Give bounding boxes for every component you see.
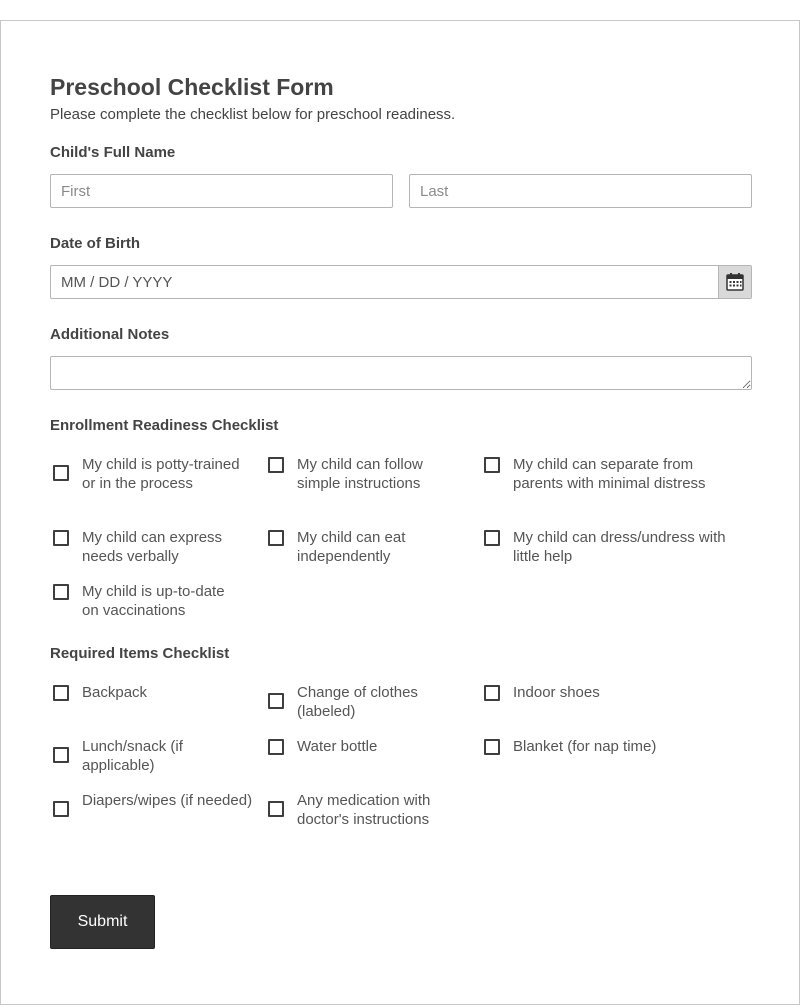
- option-label: Water bottle: [297, 738, 378, 755]
- option-label: Any medication with doctor's instructions: [297, 792, 431, 828]
- option-label: Indoor shoes: [513, 684, 600, 701]
- option-label: My child can dress/undress with little help: [513, 529, 726, 565]
- checkbox-icon[interactable]: [53, 584, 69, 600]
- checkbox-icon[interactable]: [268, 801, 284, 817]
- readiness-checklist-label: Enrollment Readiness Checklist: [50, 417, 279, 434]
- child-name-row: [50, 174, 752, 208]
- checkbox-icon[interactable]: [268, 530, 284, 546]
- checkbox-icon[interactable]: [53, 685, 69, 701]
- checkbox-icon[interactable]: [484, 685, 500, 701]
- date-of-birth-label: Date of Birth: [50, 235, 140, 252]
- option-label: My child can separate from parents with minimal distress: [513, 456, 706, 492]
- checkbox-icon[interactable]: [53, 747, 69, 763]
- checkbox-icon[interactable]: [53, 465, 69, 481]
- option-label: My child can eat independently: [297, 529, 406, 565]
- form-title: Preschool Checklist Form: [50, 74, 334, 100]
- form-body: [50, 73, 752, 828]
- option-label: My child is up-to-date on vaccinations: [82, 583, 225, 619]
- submit-button[interactable]: Submit: [50, 895, 155, 949]
- additional-notes-textarea[interactable]: [50, 356, 752, 390]
- last-name-input[interactable]: [409, 174, 752, 208]
- checkbox-icon[interactable]: [484, 457, 500, 473]
- checkbox-icon[interactable]: [268, 457, 284, 473]
- checkbox-icon[interactable]: [484, 530, 500, 546]
- date-of-birth-field: [50, 265, 752, 299]
- option-label: My child can follow simple instructions: [297, 456, 423, 492]
- checkbox-icon[interactable]: [268, 693, 284, 709]
- additional-notes-label: Additional Notes: [50, 326, 170, 343]
- option-label: Blanket (for nap time): [513, 738, 657, 755]
- checkbox-icon[interactable]: [53, 530, 69, 546]
- required-items-label: Required Items Checklist: [50, 645, 230, 662]
- checkbox-icon[interactable]: [484, 739, 500, 755]
- checkbox-icon[interactable]: [53, 801, 69, 817]
- option-label: Change of clothes (labeled): [297, 684, 418, 720]
- checkbox-icon[interactable]: [268, 739, 284, 755]
- first-name-input[interactable]: [50, 174, 393, 208]
- option-label: Backpack: [82, 684, 148, 701]
- form-subtitle: Please complete the checklist below for preschool readiness.: [50, 106, 456, 123]
- calendar-icon: [725, 272, 745, 292]
- child-name-label: Child's Full Name: [50, 144, 176, 161]
- option-label: My child can express needs verbally: [82, 529, 223, 565]
- form-card: [0, 20, 800, 1005]
- option-label: Lunch/snack (if applicable): [82, 738, 183, 774]
- option-label: Diapers/wipes (if needed): [82, 792, 253, 809]
- calendar-button[interactable]: [718, 266, 751, 298]
- option-label: My child is potty-trained or in the process: [82, 456, 240, 492]
- date-of-birth-input[interactable]: [50, 265, 752, 299]
